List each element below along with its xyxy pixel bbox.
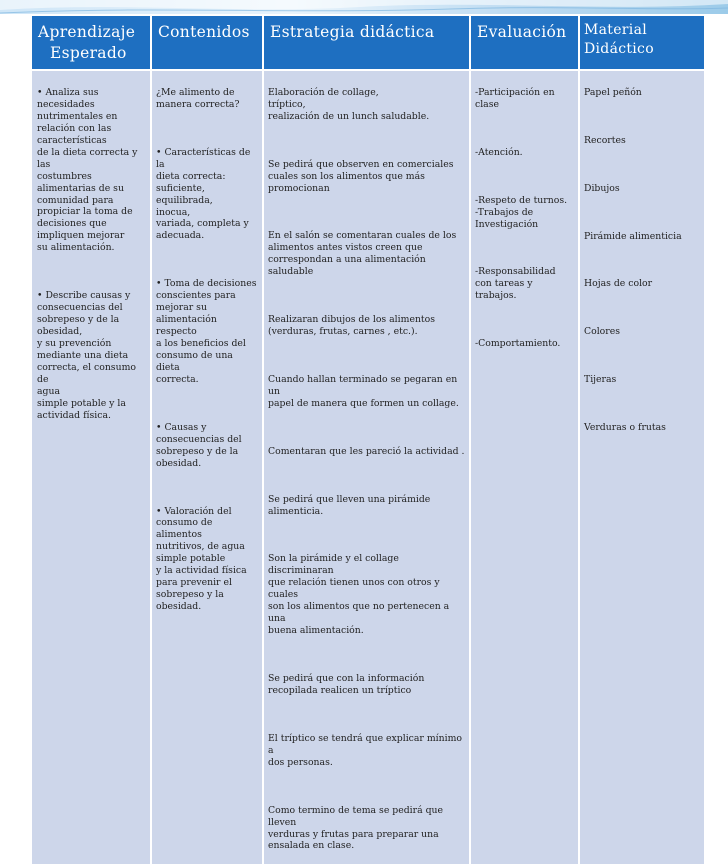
estrategia-paragraph-7: Se pedirá que lleven una pirámide alimenticia. <box>268 493 431 517</box>
material-item: Verduras o frutas <box>584 421 666 433</box>
estrategia-paragraph-8: Son la pirámide y el collage discriminaran que relación tienen unos con otros y cuales son los alimentos que no pertenecen a una buena alimentación. <box>268 553 450 637</box>
wave-decoration-icon <box>0 0 728 14</box>
evaluacion-item-3: -Respeto de turnos. -Trabajos de Investigación <box>475 194 568 230</box>
estrategia-paragraph-4: Realizaran dibujos de los alimentos (verduras, frutas, carnes , etc.). <box>268 314 436 338</box>
contenidos-paragraph-2: • Características de la dieta correcta: suficiente, equilibrada, inocua, variada, completa y adecuada. <box>156 146 251 242</box>
material-item: Tijeras <box>584 374 617 386</box>
cell-evaluacion <box>470 70 579 865</box>
material-item: Hojas de color <box>584 278 653 290</box>
evaluacion-item-2: -Atención. <box>475 146 523 158</box>
estrategia-paragraph-2: Se pedirá que observen en comerciales cuales son los alimentos que más promocionan <box>268 158 454 194</box>
cell-contenidos <box>151 70 263 865</box>
header-estrategia-label: Estrategia didáctica <box>270 23 435 41</box>
aprendizaje-paragraph-1: • Analiza sus necesidades nutrimentales en relación con las características de la dieta correcta y las costumbres alimentarias de su comunidad para propiciar la toma de decisiones que impliquen mejorar su alimentación. <box>37 86 138 254</box>
header-aprendizaje-line1: Aprendizaje <box>38 23 136 41</box>
material-item: Colores <box>584 326 620 338</box>
cell-aprendizaje <box>31 70 151 865</box>
material-item: Pirámide alimenticia <box>584 230 682 242</box>
header-material-line2: Didáctico <box>584 41 654 57</box>
estrategia-paragraph-1: Elaboración de collage, tríptico, realización de un lunch saludable. <box>268 86 430 122</box>
cell-material <box>579 70 705 865</box>
material-item: Dibujos <box>584 182 620 194</box>
estrategia-paragraph-6: Comentaran que les pareció la actividad . <box>268 445 465 457</box>
header-aprendizaje-line2: Esperado <box>50 44 127 62</box>
header-aprendizaje-esperado <box>31 15 151 70</box>
header-contenidos <box>151 15 263 70</box>
lesson-plan-table <box>30 14 706 866</box>
content-row <box>31 70 705 865</box>
evaluacion-item-1: -Participación en clase <box>475 86 555 110</box>
header-evaluacion <box>470 15 579 70</box>
decorative-top-band <box>0 0 728 14</box>
header-material-didactico <box>579 15 705 70</box>
contenidos-paragraph-1: ¿Me alimento de manera correcta? <box>156 86 240 110</box>
estrategia-paragraph-11: Como termino de tema se pedirá que lleven verduras y frutas para preparar una ensalada en clase. <box>268 804 444 852</box>
estrategia-paragraph-5: Cuando hallan terminado se pegaran en un papel de manera que formen un collage. <box>268 374 459 409</box>
evaluacion-item-5: -Comportamiento. <box>475 338 561 350</box>
header-estrategia-didactica <box>263 15 470 70</box>
header-row <box>31 15 705 70</box>
contenidos-paragraph-5: • Valoración del consumo de alimentos nutritivos, de agua simple potable y la actividad física para prevenir el sobrepeso y la obesidad. <box>156 505 247 613</box>
evaluacion-item-4: -Responsabilidad con tareas y trabajos. <box>475 266 556 302</box>
estrategia-paragraph-9: Se pedirá que con la información recopilada realicen un tríptico <box>268 673 425 696</box>
contenidos-paragraph-3: • Toma de decisiones conscientes para mejorar su alimentación respecto a los beneficios del consumo de una dieta correcta. <box>156 278 257 385</box>
header-material-line1: Material <box>584 22 647 38</box>
estrategia-paragraph-10: El tríptico se tendrá que explicar mínimo a dos personas. <box>268 732 462 768</box>
lesson-plan-table-wrapper <box>30 14 704 852</box>
aprendizaje-paragraph-2: • Describe causas y consecuencias del sobrepeso y de la obesidad, y su prevención mediante una dieta correcta, el consumo de agua simple potable y la actividad física. <box>37 290 136 421</box>
material-item: Papel peñón <box>584 86 642 98</box>
header-contenidos-label: Contenidos <box>158 23 250 41</box>
material-item: Recortes <box>584 134 626 146</box>
header-evaluacion-label: Evaluación <box>477 23 567 41</box>
cell-estrategia <box>263 70 470 865</box>
estrategia-paragraph-3: En el salón se comentaran cuales de los alimentos antes vistos creen que correspondan a una alimentación saludable <box>268 230 457 278</box>
contenidos-paragraph-4: • Causas y consecuencias del sobrepeso y de la obesidad. <box>156 421 242 469</box>
